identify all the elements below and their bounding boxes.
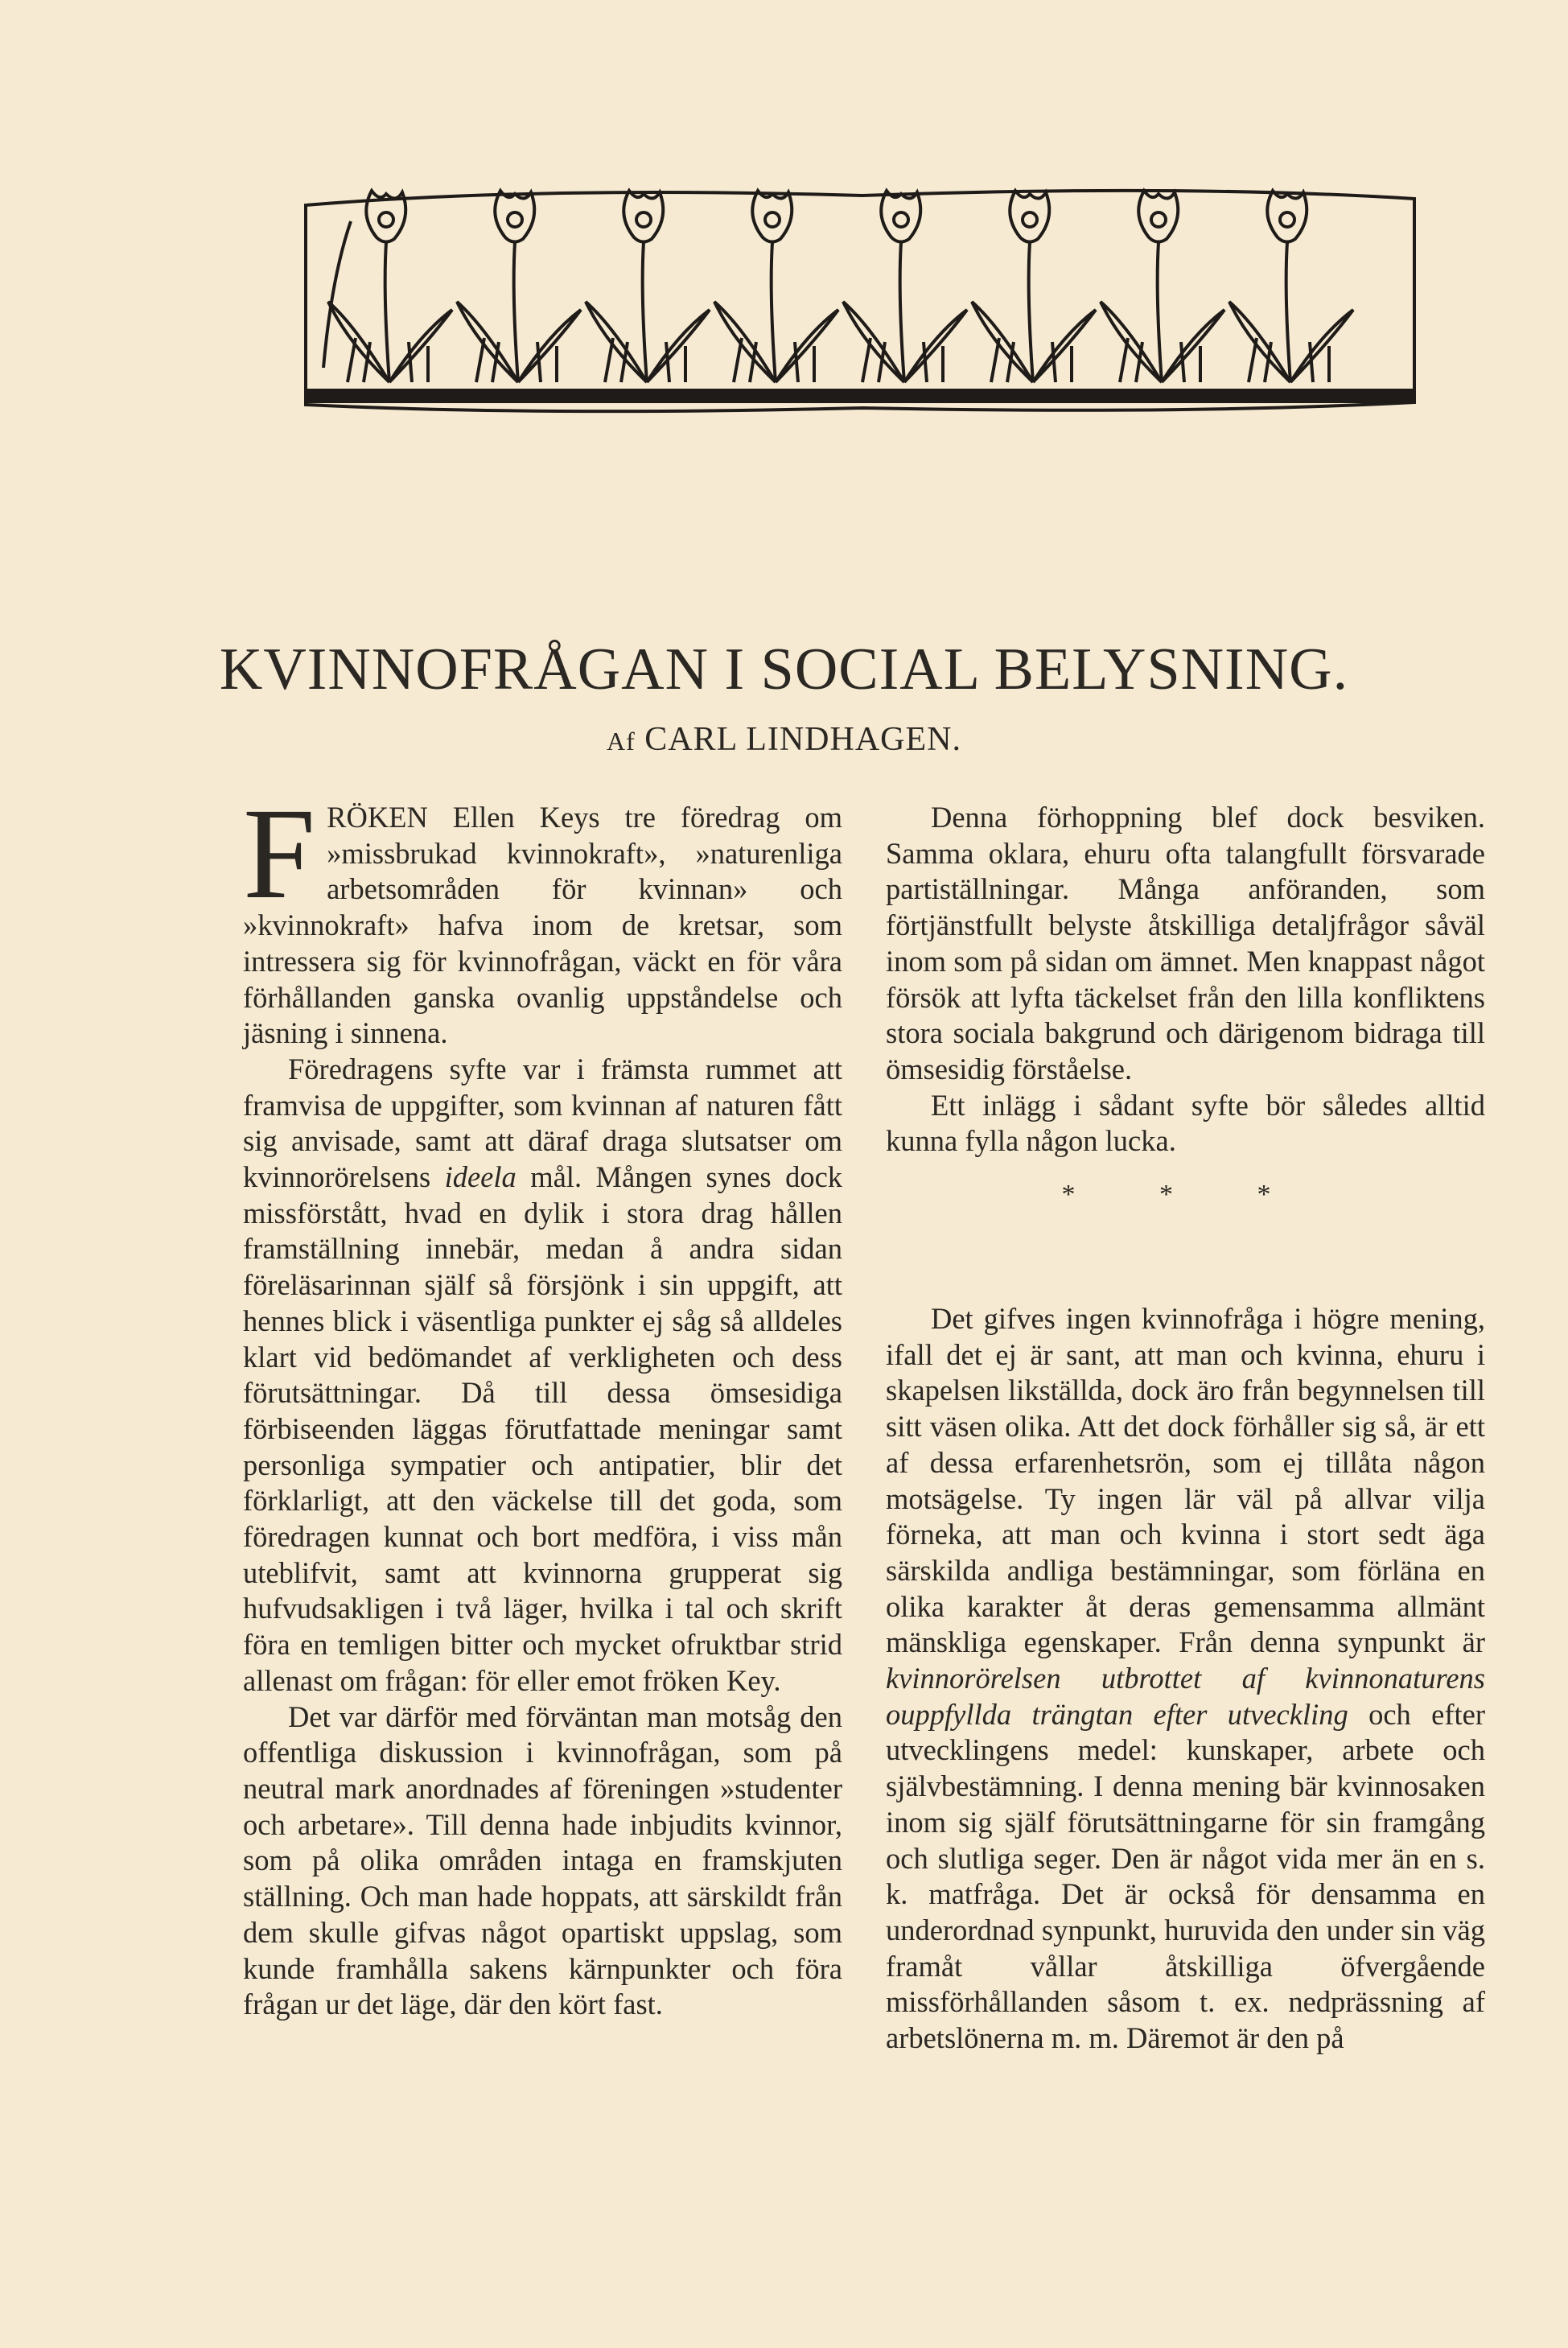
right-column <box>886 800 1485 2057</box>
paragraph-text: Det gifves ingen kvinnofråga i högre mening, ifall det ej är sant, att man och kvinna, ehuru i skapelsen likställda, dock äro från begynnelsen till sitt väsen olika. Att det dock förhåller sig så, är ett af dessa erfarenhetsrön, som ej tillåta någon motsägelse. Ty ingen lär väl på allvar vilja förneka, att man och kvinna i stort sedt äga särskilda andliga bestämningar, som förläna en olika karakter åt deras gemensamma allmänt mänskliga egenskaper. Från denna synpunkt är <box>886 1302 1485 1659</box>
tulip-border-ornament <box>299 181 1420 424</box>
paragraph <box>243 1052 842 1699</box>
paragraph <box>243 1699 842 2023</box>
paragraph-text: Det var därför med förväntan man motsåg den offentliga diskussion i kvinnofrågan, som på neutral mark anordnades af föreningen »studenter och arbetare». Till denna hade inbjudits kvinnor, som på olika områden intaga en framskjuten ställning. Och man hade hoppats, att särskildt från dem skulle gifvas något opartiskt uppslag, som kunde framhålla sakens kärnpunkter och föra frågan ur det läge, där den kört fast. <box>243 1699 842 2021</box>
paragraph-text: mål. Mången synes dock missförstått, hvad en dylik i stora drag hållen framställning innebär, medan å andra sidan föreläsarinnan själf så försjönk i sin uppgift, att hennes blick i väsentliga punkter ej såg så alldeles klart vid bedömandet af verkligheten och dess förutsättningar. Då till dessa ömsesidiga förbiseenden läggas förutfattade meningar samt personliga sympatier och antipatier, blir det förklarligt, att den väckelse till det goda, som föredragen kunnat och bort medföra, i viss mån uteblifvit, samt att kvinnorna grupperat sig hufvudsakligen i två läger, hvilka i tal och skrift föra en temligen bitter och mycket ofruktbar strid allenast om frågan: för eller emot fröken Key. <box>243 1160 843 1697</box>
paragraph <box>886 800 1485 1088</box>
left-column <box>243 782 843 2023</box>
paragraph-text: Ett inlägg i sådant syfte bör således alltid kunna fylla någon lucka. <box>886 1088 1485 1158</box>
paragraph <box>243 782 842 1052</box>
italic-emphasis: ideela <box>444 1160 516 1194</box>
byline-prefix: Af <box>606 727 636 756</box>
author-name: CARL LINDHAGEN. <box>644 721 961 758</box>
article-title: KVINNOFRÅGAN I SOCIAL BELYSNING. <box>219 636 1349 702</box>
italic-emphasis: kvinnorörelsen utbrottet af kvinnonaturens ouppfyllda trängtan efter utveckling <box>886 1662 1485 1731</box>
drop-cap: F <box>243 782 316 926</box>
section-separator: * * * <box>1061 1180 1310 1210</box>
paragraph-text: RÖKEN Ellen Keys tre föredrag om »missbrukad kvinnokraft», »naturenliga arbetsområden för kvinnan» och »kvinnokraft» hafva inom de kretsar, som intressera sig för kvinnofrågan, väckt en för våra förhållanden ganska ovanlig uppståndelse och jäsning i sinnena. <box>243 801 842 1050</box>
paragraph <box>886 1088 1485 1160</box>
paragraph-text: och efter utvecklingens medel: kunskaper, arbete och självbestämning. I denna mening bär kvinnosaken inom sig själf förutsättningarne för sin framgång och slutliga seger. Den är något vida mer än en s. k. matfråga. Det är också för densamma en underordnad synpunkt, huruvida den under sin väg framåt vållar åtskilliga öfvergående missförhållanden såsom t. ex. nedprässning af arbetslönerna m. m. Däremot är den på <box>886 1697 1485 2055</box>
paragraph-text: Föredragens syfte var i främsta rummet att framvisa de uppgifter, som kvinnan af naturen fått sig anvisade, samt att däraf draga slutsatser om kvinnorörelsens <box>243 1052 842 1194</box>
paragraph <box>886 1301 1485 2057</box>
byline <box>0 720 1568 759</box>
paragraph-text: Denna förhoppning blef dock besviken. Samma oklara, ehuru ofta talangfullt försvarade partiställningar. Många anföranden, som förtjänstfullt belyste åtskilliga detaljfrågor såväl inom som på sidan om ämnet. Men knappast något försök att lyfta täckelset från den lilla konfliktens stora sociala bakgrund och därigenom bidraga till ömsesidig förståelse. <box>886 801 1485 1085</box>
